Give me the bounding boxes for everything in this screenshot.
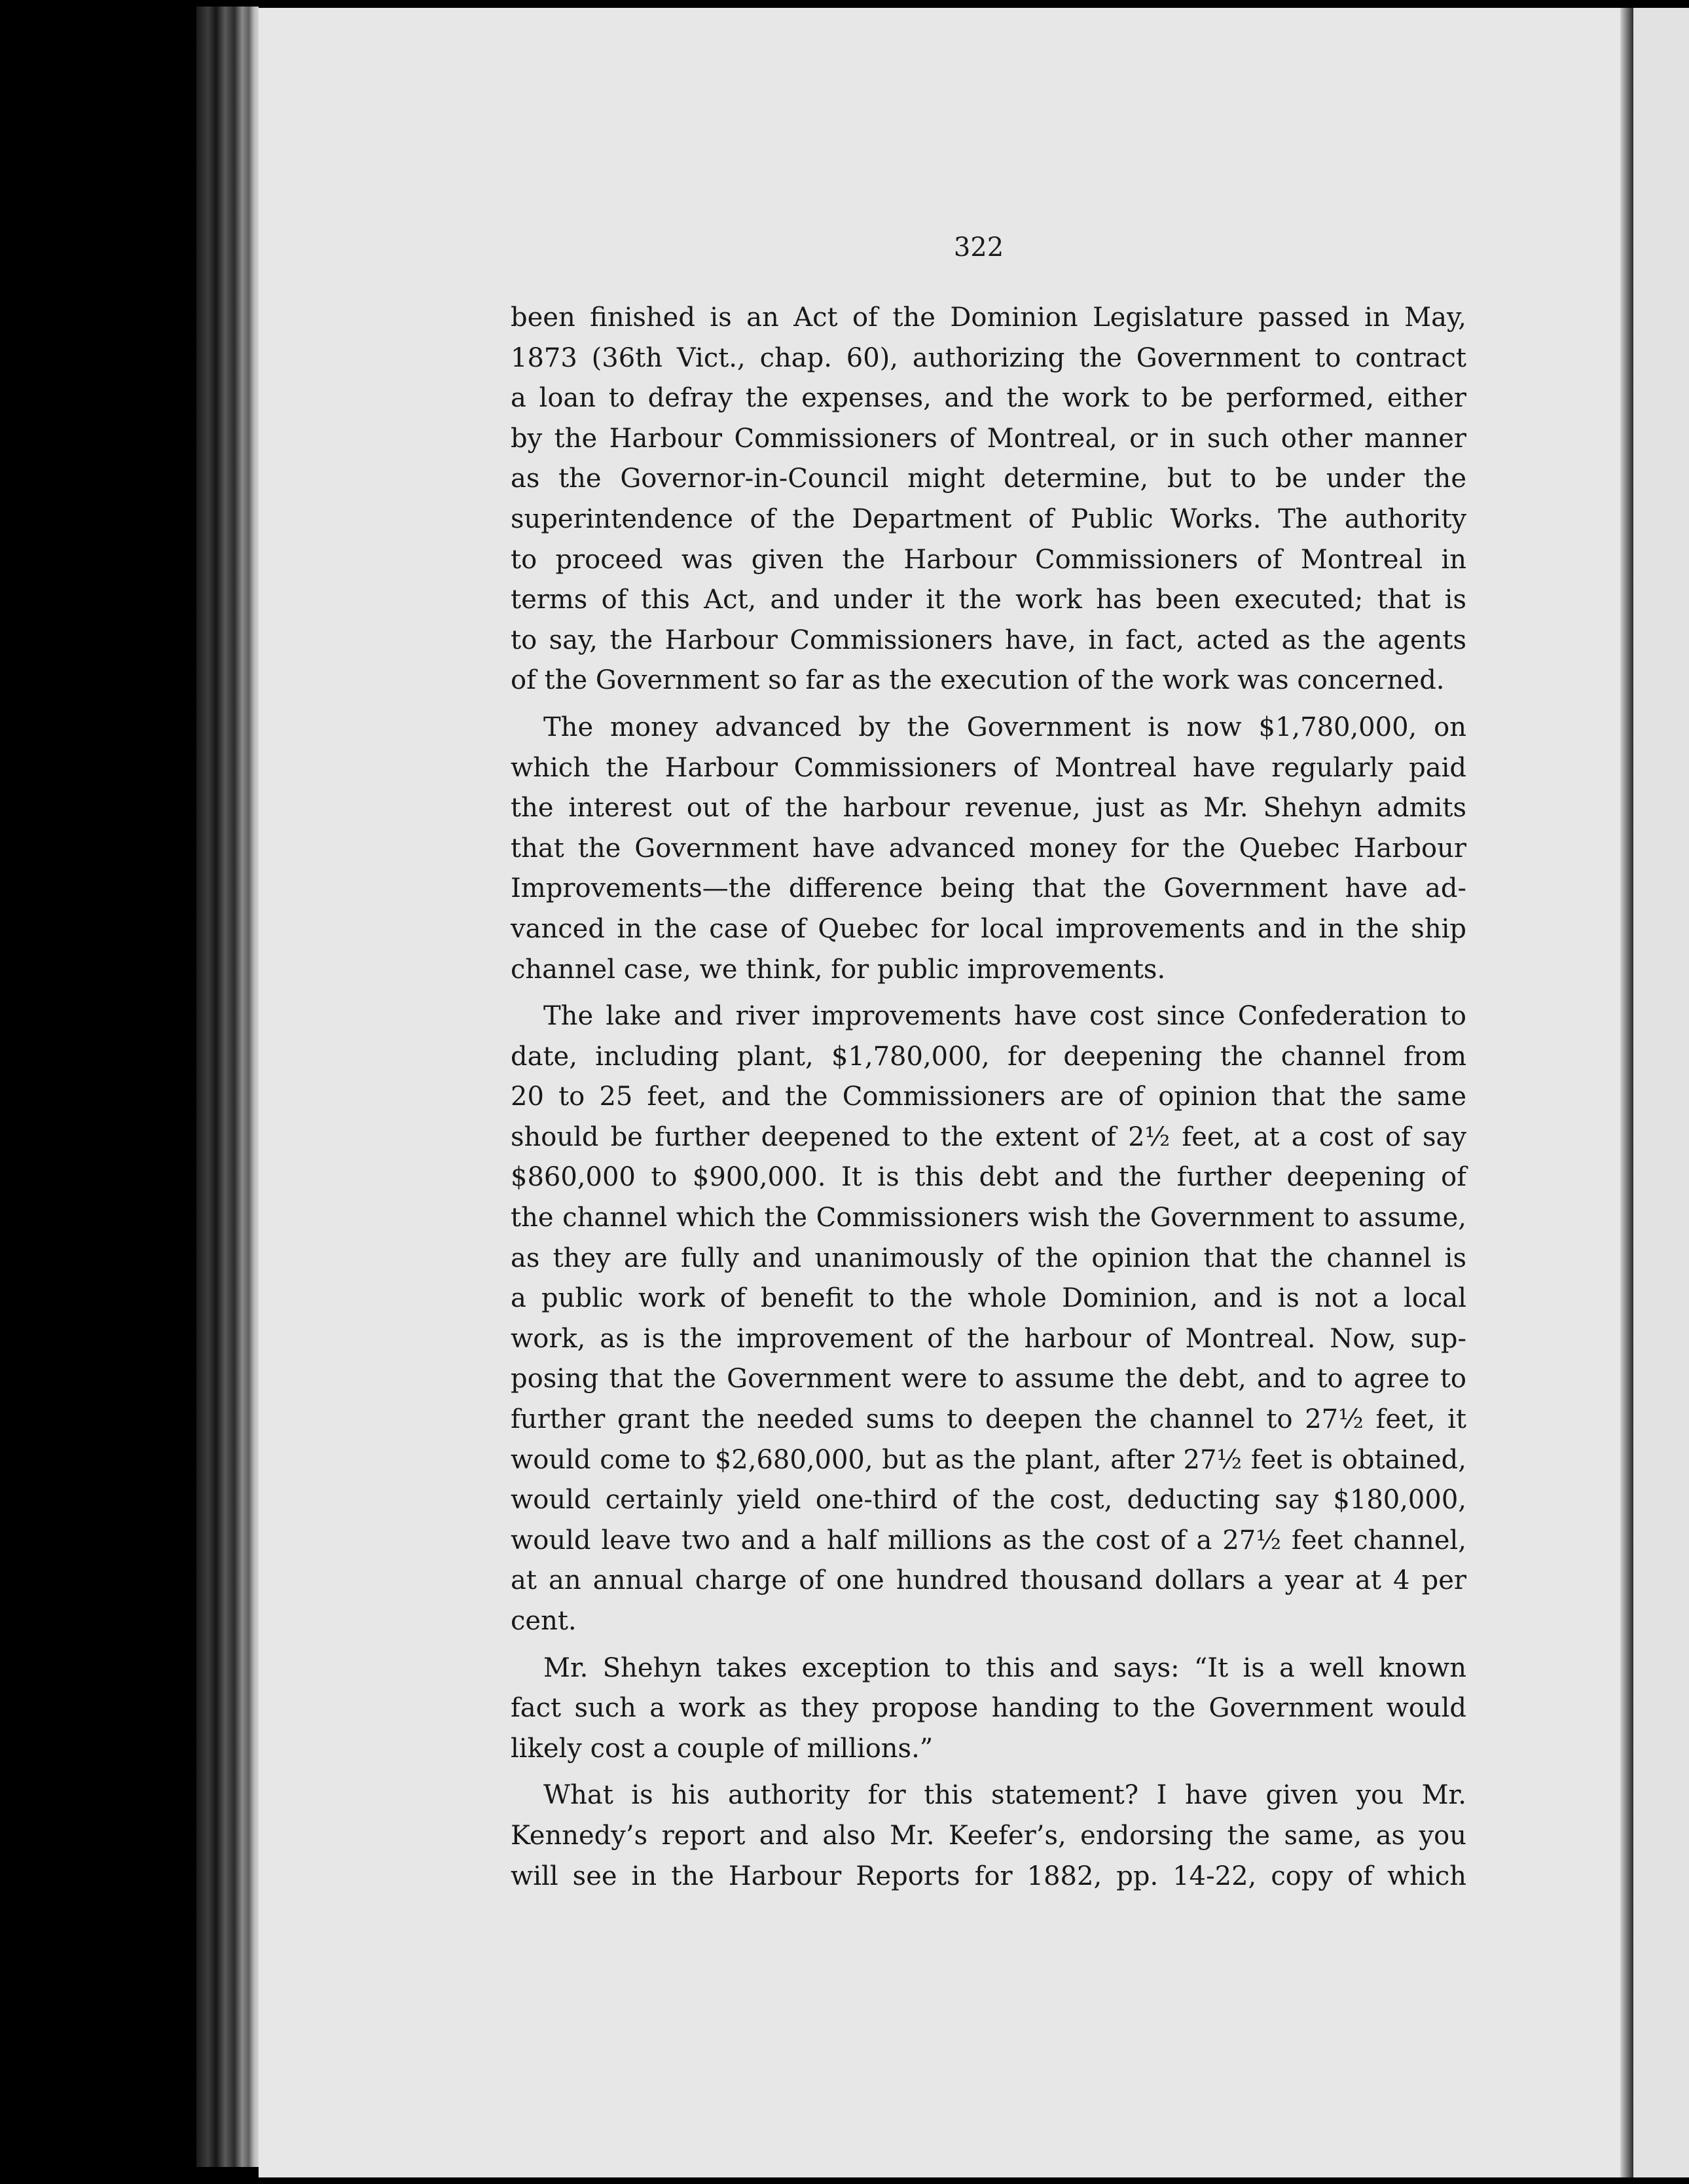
text-line: should be further deepened to the extent of 2½ feet, at a cost of say — [511, 1121, 1466, 1152]
paragraph — [511, 1648, 1466, 1770]
text-line: to say, the Harbour Commissioners have, in fact, acted as the agents — [511, 625, 1466, 655]
text-line: The money advanced by the Government is now $1,780,000, on — [543, 712, 1466, 742]
text-line: 1873 (36th Vict., chap. 60), authorizing the Government to contract — [511, 342, 1466, 373]
paragraph — [511, 708, 1466, 990]
text-line: fact such a work as they propose handing to the Government would — [511, 1693, 1466, 1724]
text-line: would come to $2,680,000, but as the plant, after 27½ feet is obtained, — [511, 1444, 1466, 1475]
text-line: would certainly yield one-third of the cost, deducting say $180,000, — [511, 1485, 1466, 1516]
text-line: date, including plant, $1,780,000, for deepening the channel from — [511, 1041, 1466, 1072]
paragraph — [511, 996, 1466, 1642]
paragraph — [511, 1775, 1466, 1897]
text-line: Mr. Shehyn takes exception to this and says: “It is a well known — [543, 1652, 1466, 1683]
text-line: the channel which the Commissioners wish the Government to assume, — [511, 1203, 1466, 1233]
facing-page-edge — [1633, 8, 1689, 2177]
page-number: 322 — [953, 232, 1004, 263]
text-line: by the Harbour Commissioners of Montreal, or in such other manner — [511, 423, 1466, 454]
book-gutter — [1620, 8, 1633, 2177]
text-line: superintendence of the Department of Public Works. The authority — [511, 503, 1466, 534]
text-line: would leave two and a half millions as the cost of a 27½ feet channel, — [511, 1525, 1466, 1556]
text-line: as the Governor-in-Council might determine, but to be under the — [511, 464, 1466, 494]
text-line: at an annual charge of one hundred thousand dollars a year at 4 per — [511, 1565, 1466, 1596]
text-line: The lake and river improvements have cost since Confederation to — [543, 1001, 1466, 1032]
text-line: What is his authority for this statement? I have given you Mr. — [543, 1780, 1466, 1811]
paragraph — [511, 298, 1466, 701]
text-line: vanced in the case of Quebec for local improvements and in the ship — [511, 913, 1466, 944]
text-line: the interest out of the harbour revenue, just as Mr. Shehyn admits — [511, 793, 1466, 824]
text-line: Kennedy’s report and also Mr. Keefer’s, endorsing the same, as you — [511, 1820, 1466, 1851]
text-line: 20 to 25 feet, and the Commissioners are of opinion that the same — [511, 1082, 1466, 1112]
text-line: a public work of benefit to the whole Dominion, and is not a local — [511, 1283, 1466, 1314]
text-line: work, as is the improvement of the harbour of Montreal. Now, sup- — [511, 1323, 1466, 1354]
text-line: that the Government have advanced money for the Quebec Harbour — [511, 833, 1466, 864]
text-line: which the Harbour Commissioners of Montreal have regularly paid — [511, 752, 1466, 783]
text-line: to proceed was given the Harbour Commissioners of Montreal in — [511, 544, 1466, 575]
text-line: as they are fully and unanimously of the opinion that the channel is — [511, 1243, 1466, 1273]
text-line: terms of this Act, and under it the work has been executed; that is — [511, 585, 1466, 615]
body-text — [511, 298, 1466, 1903]
text-line: channel case, we think, for public improvements. — [511, 954, 1166, 985]
text-line: further grant the needed sums to deepen the channel to 27½ feet, it — [511, 1404, 1466, 1435]
text-line: likely cost a couple of millions.” — [511, 1733, 934, 1764]
text-line: been finished is an Act of the Dominion Legislature passed in May, — [511, 302, 1466, 333]
text-line: cent. — [511, 1606, 577, 1636]
text-line: posing that the Government were to assume the debt, and to agree to — [511, 1364, 1466, 1394]
text-line: Improvements—the difference being that the Government have ad- — [511, 873, 1466, 904]
page-stack-edge — [196, 7, 259, 2167]
text-line: of the Government so far as the execution of the work was concerned. — [511, 665, 1445, 696]
text-line: $860,000 to $900,000. It is this debt and the further deepening of — [511, 1162, 1466, 1193]
text-line: a loan to defray the expenses, and the work to be performed, either — [511, 383, 1466, 414]
text-line: will see in the Harbour Reports for 1882, pp. 14-22, copy of which — [511, 1861, 1466, 1891]
